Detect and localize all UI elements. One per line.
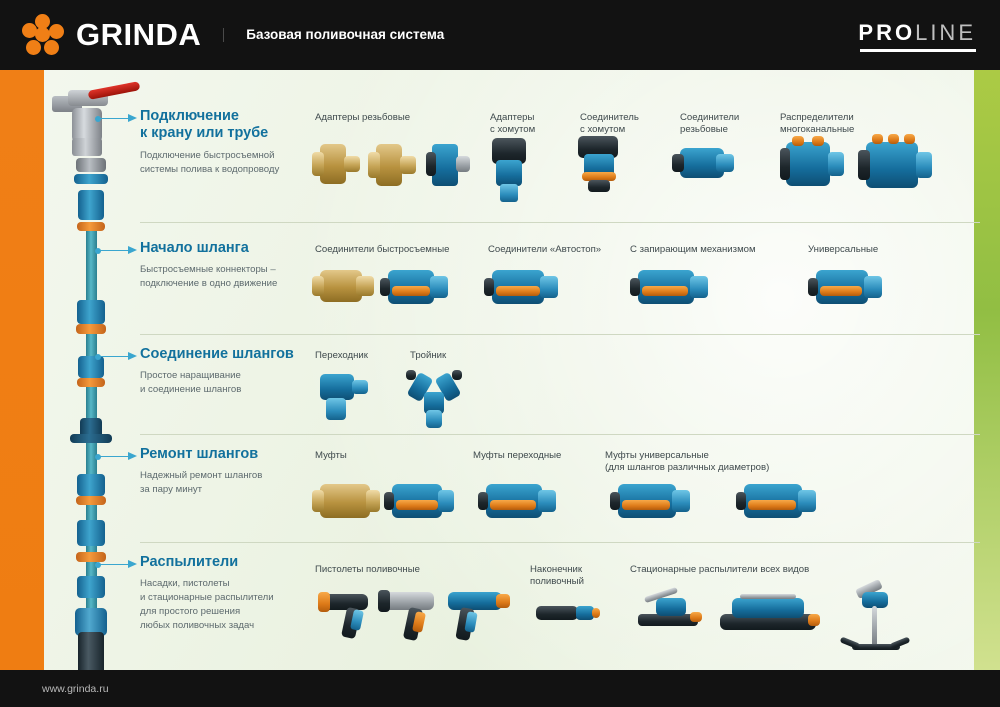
proline-pro: PRO <box>858 20 916 45</box>
hose-part-quick-connector <box>77 300 105 324</box>
section-hose-start-text <box>140 240 295 291</box>
hose-part-coupler-3 <box>77 576 105 598</box>
item-label-clamp-connector: Соединитель с хомутом <box>580 112 639 136</box>
item-label-spray-guns: Пистолеты поливочные <box>315 564 420 575</box>
section-tap-connection-text <box>140 108 295 177</box>
item-label-reducing-couplings: Муфты переходные <box>473 450 562 461</box>
item-label-adapter: Переходник <box>315 350 368 361</box>
hose-part-adapter <box>76 158 106 172</box>
section-description: Подключение быстросъемной системы полива к водопроводу <box>140 149 280 175</box>
hose-part-joiner-wing <box>70 434 112 443</box>
header-tagline: Базовая поливочная система <box>223 28 444 43</box>
section-title: Соединение шлангов <box>140 346 294 362</box>
section-description: Насадки, пистолеты и стационарные распылители для простого решения любых поливочных задач <box>140 578 274 632</box>
item-label-couplings: Муфты <box>315 450 347 461</box>
hose-system-diagram <box>44 72 140 670</box>
item-label-universal-connectors: Универсальные <box>808 244 879 255</box>
item-label-spray-tip: Наконечник поливочный <box>530 564 584 588</box>
item-label-locking-mechanism: С запирающим механизмом <box>630 244 756 255</box>
proline-line: LINE <box>915 20 976 45</box>
section-title: Начало шланга <box>140 240 249 256</box>
pointer-arrow-icon <box>100 246 138 255</box>
footer-url[interactable]: www.grinda.ru <box>42 682 109 695</box>
pointer-arrow-icon <box>100 560 138 569</box>
section-divider-1 <box>140 222 980 223</box>
section-description: Простое наращивание и соединение шлангов <box>140 370 242 396</box>
proline-logo <box>858 20 976 52</box>
right-green-edge <box>974 70 1000 670</box>
hose-part-ring-3 <box>77 378 105 387</box>
section-sprayers-text <box>140 554 295 633</box>
pointer-arrow-icon <box>100 452 138 461</box>
item-label-multichannel-distributors: Распределители многоканальные <box>780 112 855 136</box>
section-divider-2 <box>140 334 980 335</box>
section-description: Быстросъемные коннекторы – подключение в одно движение <box>140 264 278 290</box>
item-label-threaded-adapters: Адаптеры резьбовые <box>315 112 411 123</box>
section-hose-repair-text <box>140 446 295 497</box>
pointer-arrow-icon <box>100 114 138 123</box>
item-label-autostop-connectors: Соединители «Автостоп» <box>488 244 602 255</box>
section-title: Распылители <box>140 554 239 570</box>
brand-name: GRINDA <box>76 17 202 52</box>
section-divider-4 <box>140 542 980 543</box>
section-hose-joining-text <box>140 346 295 397</box>
section-title: Ремонт шлангов <box>140 446 259 462</box>
hose-part-coupler-1 <box>77 474 105 496</box>
section-title: Подключение к крану или трубе <box>140 108 269 142</box>
hose-part-connector-2 <box>78 190 104 220</box>
item-label-stationary-sprinklers: Стационарные распылители всех видов <box>630 564 810 575</box>
section-divider-3 <box>140 434 980 435</box>
item-label-quick-connectors: Соединители быстросъемные <box>315 244 450 255</box>
hose-part-ring-4 <box>76 496 106 505</box>
hose-part-coupler-2 <box>77 520 105 546</box>
item-label-clamp-adapters: Адаптеры с хомутом <box>490 112 536 136</box>
footer-bar <box>0 670 1000 707</box>
hose-part-ring-2 <box>76 324 106 334</box>
item-label-tee: Тройник <box>410 350 447 361</box>
flower-logo-icon <box>22 14 64 56</box>
section-description: Надежный ремонт шлангов за пару минут <box>140 470 263 496</box>
header-bar <box>0 0 1000 70</box>
hose-part-ring-1 <box>77 222 105 231</box>
item-label-universal-couplings: Муфты универсальные (для шлангов различных диаметров) <box>605 450 770 474</box>
item-label-threaded-connectors: Соединители резьбовые <box>680 112 740 136</box>
hose-part-connector-1 <box>74 174 108 184</box>
proline-underline <box>860 49 976 52</box>
pointer-arrow-icon <box>100 352 138 361</box>
left-orange-rail <box>0 70 44 670</box>
